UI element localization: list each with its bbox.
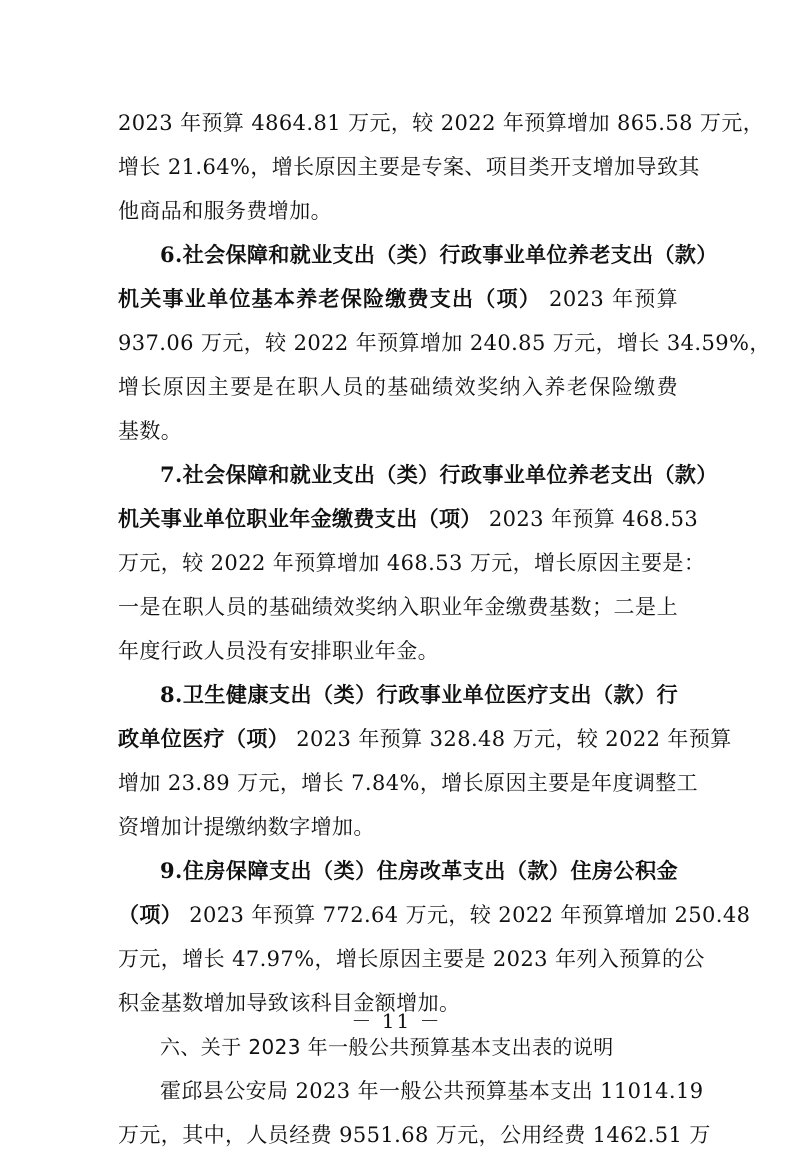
paragraph-line: 年度行政人员没有安排职业年金。 (118, 639, 439, 663)
paragraph-line: 霍邱县公安局 2023 年一般公共预算基本支出 11014.19 (160, 1079, 704, 1103)
paragraph-line: 基数。 (118, 419, 183, 443)
paragraph-line: 增长原因主要是在职人员的基础绩效奖纳入养老保险缴费 (118, 375, 678, 399)
item-9-text: 2023 年预算 772.64 万元，较 2022 年预算增加 250.48 (182, 903, 751, 927)
paragraph-line: 2023 年预算 4864.81 万元，较 2022 年预算增加 865.58 万元， (118, 111, 765, 135)
paragraph-line: 积金基数增加导致该科目金额增加。 (118, 991, 461, 1015)
paragraph-line: 万元，增长 47.97%，增长原因主要是 2023 年列入预算的公 (118, 947, 705, 971)
item-6-heading: 6.社会保障和就业支出（类）行政事业单位养老支出（款） (160, 242, 718, 267)
paragraph-line: 他商品和服务费增加。 (118, 199, 332, 223)
body-text (118, 101, 771, 1157)
paragraph-line: 万元，其中，人员经费 9551.68 万元，公用经费 1462.51 万 (118, 1123, 711, 1147)
item-7-heading-cont: 机关事业单位职业年金缴费支出（项） (118, 506, 482, 531)
page-number: － 11 － (351, 1009, 442, 1033)
paragraph-line: 万元，较 2022 年预算增加 468.53 万元，增长原因主要是： (118, 551, 706, 575)
paragraph-line: 937.06 万元，较 2022 年预算增加 240.85 万元，增长 34.59%， (118, 331, 771, 355)
item-9-heading: 9.住房保障支出（类）住房改革支出（款）住房公积金 (160, 858, 678, 883)
item-7-heading: 7.社会保障和就业支出（类）行政事业单位养老支出（款） (160, 462, 718, 487)
item-8-text: 2023 年预算 328.48 万元，较 2022 年预算 (289, 727, 732, 751)
paragraph-line (118, 497, 699, 541)
item-6-text: 2023 年预算 (541, 287, 678, 311)
section-six-heading: 六、关于 2023 年一般公共预算基本支出表的说明 (160, 1035, 614, 1059)
item-8-heading: 8.卫生健康支出（类）行政事业单位医疗支出（款）行 (160, 682, 678, 707)
paragraph-line: 一是在职人员的基础绩效奖纳入职业年金缴费基数；二是上 (118, 595, 678, 619)
paragraph-line: 增加 23.89 万元，增长 7.84%，增长原因主要是年度调整工 (118, 771, 699, 795)
paragraph-line: 增长 21.64%，增长原因主要是专案、项目类开支增加导致其 (118, 155, 700, 179)
item-6-heading-cont: 机关事业单位基本养老保险缴费支出（项） (118, 286, 542, 311)
paragraph-line (118, 893, 751, 937)
item-9-heading-cont: （项） (118, 902, 183, 927)
item-8-heading-cont: 政单位医疗（项） (118, 726, 290, 751)
paragraph-line: 资增加计提缴纳数字增加。 (118, 815, 375, 839)
item-7-text: 2023 年预算 468.53 (481, 507, 699, 531)
paragraph-line (118, 717, 732, 761)
paragraph-line (118, 277, 678, 321)
